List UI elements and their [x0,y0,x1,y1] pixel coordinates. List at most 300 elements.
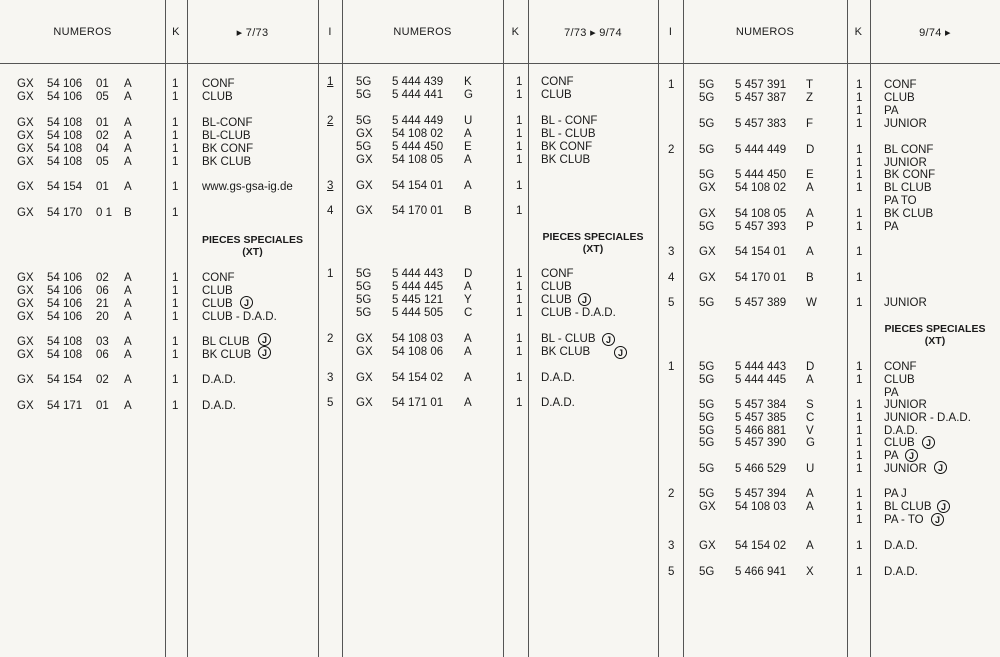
quantity-k: 1 [856,501,863,513]
description: JUNIOR [884,157,927,169]
column-divider [318,0,319,657]
part-letter: A [464,180,472,192]
description: BL CLUB [884,182,932,194]
j-marker-icon: J [922,436,935,449]
part-prefix: 5G [699,425,715,437]
part-number: 54 108 06 [392,346,444,358]
part-suffix: 0 1 [96,207,112,219]
column-header-k: K [854,26,863,38]
part-prefix: GX [17,78,34,90]
part-number: 54 171 01 [392,397,444,409]
index-i: 2 [668,144,675,156]
part-prefix: GX [17,207,34,219]
index-i: 1 [668,361,675,373]
description: CONF [884,79,917,91]
part-number: 54 108 [47,117,83,129]
description: D.A.D. [884,566,918,578]
part-suffix: 02 [96,272,109,284]
part-number: 54 170 01 [392,205,444,217]
j-marker-icon: J [934,461,947,474]
quantity-k: 1 [172,298,179,310]
quantity-k: 1 [516,141,523,153]
quantity-k: 1 [172,117,179,129]
quantity-k: 1 [516,89,523,101]
part-letter: A [124,336,132,348]
quantity-k: 1 [856,79,863,91]
quantity-k: 1 [172,143,179,155]
part-prefix: 5G [699,361,715,373]
quantity-k: 1 [856,450,863,462]
quantity-k: 1 [856,144,863,156]
quantity-k: 1 [172,156,179,168]
part-prefix: 5G [356,268,372,280]
section-title: PIECES SPECIALES [202,234,303,246]
part-letter: A [464,281,472,293]
description: BK CONF [202,143,254,155]
description: CONF [202,78,235,90]
part-prefix: 5G [356,76,372,88]
part-number: 54 170 [47,207,83,219]
index-i: 2 [327,115,334,127]
description: BL-CLUB [202,130,251,142]
description: BL - CONF [541,115,598,127]
quantity-k: 1 [856,118,863,130]
description: CLUB [202,285,233,297]
part-number: 54 106 [47,272,83,284]
part-letter: A [124,130,132,142]
quantity-k: 1 [856,399,863,411]
quantity-k: 1 [516,180,523,192]
description: CLUB [884,374,915,386]
section-title: PIECES SPECIALES [542,231,644,243]
part-number: 5 457 385 [735,412,787,424]
part-prefix: GX [356,397,373,409]
quantity-k: 1 [856,221,863,233]
part-letter: E [806,169,814,181]
part-suffix: 03 [96,336,109,348]
description: D.A.D. [541,397,575,409]
part-letter: A [124,400,132,412]
part-prefix: GX [699,208,716,220]
index-i: 1 [327,76,334,88]
description: JUNIOR [884,463,927,475]
quantity-k: 1 [856,412,863,424]
description: CLUB [541,89,572,101]
column-divider [165,0,166,657]
part-suffix: 05 [96,156,109,168]
description: CLUB [541,294,572,306]
j-marker-icon: J [258,346,271,359]
index-i: 4 [668,272,675,284]
description: PA TO [884,195,917,207]
quantity-k: 1 [516,372,523,384]
part-prefix: 5G [699,374,715,386]
part-prefix: GX [699,540,716,552]
part-letter: U [806,463,815,475]
section-subtitle: (XT) [924,335,946,347]
part-letter: A [806,208,814,220]
column-header-numeros: NUMEROS [53,26,112,38]
quantity-k: 1 [856,425,863,437]
part-suffix: 01 [96,181,109,193]
part-number: 54 106 [47,78,83,90]
part-number: 5 444 450 [735,169,787,181]
j-marker-icon: J [931,513,944,526]
column-header-period1: ▸ 7/73 [236,27,269,39]
part-number: 5 457 383 [735,118,787,130]
part-letter: A [124,285,132,297]
description: JUNIOR - D.A.D. [884,412,971,424]
part-prefix: GX [356,333,373,345]
part-letter: A [464,333,472,345]
description: D.A.D. [541,372,575,384]
part-prefix: GX [356,205,373,217]
part-letter: A [806,374,814,386]
part-suffix: 21 [96,298,109,310]
description: CONF [884,361,917,373]
part-letter: A [124,78,132,90]
part-prefix: GX [699,246,716,258]
description: CONF [541,268,574,280]
part-prefix: GX [356,180,373,192]
quantity-k: 1 [856,157,863,169]
part-letter: A [806,488,814,500]
part-prefix: GX [17,285,34,297]
description: BK CLUB [884,208,934,220]
description: PA J [884,488,907,500]
part-letter: A [464,154,472,166]
description: BL CLUB [202,336,250,348]
j-marker-icon: J [614,346,627,359]
part-letter: B [464,205,472,217]
section-title: PIECES SPECIALES [884,323,986,335]
part-suffix: 06 [96,285,109,297]
part-prefix: 5G [699,488,715,500]
part-number: 54 154 01 [392,180,444,192]
quantity-k: 1 [516,205,523,217]
quantity-k: 1 [516,128,523,140]
part-prefix: GX [17,374,34,386]
part-number: 54 108 [47,156,83,168]
part-letter: A [124,91,132,103]
column-header-numeros: NUMEROS [393,26,452,38]
quantity-k: 1 [172,130,179,142]
part-number: 5 457 394 [735,488,787,500]
quantity-k: 1 [856,488,863,500]
part-letter: D [806,144,815,156]
part-number: 5 444 449 [392,115,444,127]
part-prefix: GX [17,349,34,361]
part-number: 54 171 [47,400,83,412]
description: CLUB [202,91,233,103]
quantity-k: 1 [856,272,863,284]
part-number: 5 444 449 [735,144,787,156]
part-prefix: 5G [356,281,372,293]
quantity-k: 1 [516,294,523,306]
quantity-k: 1 [856,437,863,449]
part-number: 54 108 [47,336,83,348]
part-prefix: 5G [356,294,372,306]
part-letter: B [124,207,132,219]
j-marker-icon: J [240,296,253,309]
description: BK CLUB [202,156,252,168]
index-i: 3 [668,540,675,552]
quantity-k: 1 [172,207,179,219]
part-prefix: 5G [699,297,715,309]
part-prefix: GX [17,272,34,284]
part-letter: A [124,349,132,361]
index-i: 4 [327,205,334,217]
part-letter: A [124,272,132,284]
quantity-k: 1 [856,182,863,194]
part-suffix: 02 [96,130,109,142]
part-letter: X [806,566,814,578]
description: PA - TO [884,514,924,526]
part-number: 54 106 [47,298,83,310]
part-letter: B [806,272,814,284]
part-prefix: GX [17,156,34,168]
quantity-k: 1 [856,92,863,104]
column-header-i: I [668,26,673,38]
index-i: 1 [668,79,675,91]
j-marker-icon: J [937,500,950,513]
part-prefix: GX [699,182,716,194]
description: BK CLUB [202,349,252,361]
section-subtitle: (XT) [242,246,263,258]
column-divider [528,0,529,657]
part-number: 54 154 01 [735,246,787,258]
part-prefix: GX [17,336,34,348]
part-number: 5 457 391 [735,79,787,91]
part-prefix: 5G [699,566,715,578]
part-number: 5 444 439 [392,76,444,88]
part-prefix: GX [17,298,34,310]
part-number: 5 444 450 [392,141,444,153]
part-prefix: GX [356,346,373,358]
quantity-k: 1 [856,169,863,181]
quantity-k: 1 [172,285,179,297]
part-number: 54 108 03 [735,501,787,513]
column-divider [683,0,684,657]
part-letter: C [464,307,473,319]
part-letter: P [806,221,814,233]
part-number: 54 108 03 [392,333,444,345]
column-header-period3: 9/74 ▸ [919,27,951,39]
part-prefix: GX [356,372,373,384]
part-number: 5 444 445 [392,281,444,293]
part-prefix: GX [17,400,34,412]
part-suffix: 06 [96,349,109,361]
description: CLUB [541,281,572,293]
quantity-k: 1 [516,333,523,345]
description: CLUB - D.A.D. [202,311,277,323]
index-i: 1 [327,268,334,280]
part-prefix: 5G [699,169,715,181]
quantity-k: 1 [856,208,863,220]
part-letter: E [464,141,472,153]
description: D.A.D. [202,374,236,386]
quantity-k: 1 [856,540,863,552]
part-number: 5 457 393 [735,221,787,233]
description: BL CLUB [884,501,932,513]
column-header-numeros: NUMEROS [735,26,795,38]
part-prefix: 5G [356,89,372,101]
part-letter: A [806,540,814,552]
part-letter: A [124,117,132,129]
part-number: 5 444 443 [392,268,444,280]
part-letter: A [124,374,132,386]
quantity-k: 1 [516,76,523,88]
part-suffix: 04 [96,143,109,155]
part-number: 54 106 [47,311,83,323]
column-header-k: K [172,26,180,38]
column-divider [503,0,504,657]
part-prefix: 5G [699,463,715,475]
part-number: 5 444 445 [735,374,787,386]
description: BK CLUB [541,346,591,358]
j-marker-icon: J [578,293,591,306]
part-letter: G [464,89,473,101]
description: D.A.D. [202,400,236,412]
part-suffix: 20 [96,311,109,323]
part-letter: A [124,143,132,155]
quantity-k: 1 [172,78,179,90]
quantity-k: 1 [856,246,863,258]
part-letter: Z [806,92,814,104]
part-number: 54 106 [47,91,83,103]
part-prefix: 5G [356,307,372,319]
part-number: 54 154 [47,181,83,193]
part-letter: A [806,246,814,258]
part-prefix: GX [17,117,34,129]
part-prefix: GX [17,143,34,155]
column-divider [342,0,343,657]
description: PA [884,387,899,399]
part-number: 5 444 441 [392,89,444,101]
index-i: 3 [327,180,334,192]
description: www.gs-gsa-ig.de [202,181,293,193]
index-i: 3 [668,246,675,258]
part-number: 5 457 384 [735,399,787,411]
description: CLUB - D.A.D. [541,307,616,319]
quantity-k: 1 [172,91,179,103]
part-prefix: 5G [699,221,715,233]
description: BL - CLUB [541,333,596,345]
part-letter: Y [464,294,472,306]
description: BL-CONF [202,117,253,129]
part-prefix: 5G [699,437,715,449]
part-number: 54 108 [47,349,83,361]
description: CLUB [884,437,915,449]
part-letter: A [124,298,132,310]
part-letter: U [464,115,473,127]
part-letter: A [124,156,132,168]
part-number: 54 154 02 [392,372,444,384]
part-number: 54 108 02 [392,128,444,140]
quantity-k: 1 [856,361,863,373]
quantity-k: 1 [172,311,179,323]
part-letter: A [464,372,472,384]
description: BK CONF [884,169,936,181]
quantity-k: 1 [516,397,523,409]
part-prefix: GX [356,154,373,166]
part-letter: D [806,361,815,373]
part-letter: A [464,346,472,358]
part-suffix: 02 [96,374,109,386]
quantity-k: 1 [516,154,523,166]
part-number: 54 108 [47,130,83,142]
column-divider [187,0,188,657]
part-number: 5 466 529 [735,463,787,475]
part-number: 5 466 881 [735,425,787,437]
quantity-k: 1 [856,566,863,578]
part-number: 54 154 02 [735,540,787,552]
part-suffix: 01 [96,78,109,90]
part-letter: G [806,437,815,449]
part-number: 54 106 [47,285,83,297]
part-prefix: 5G [356,115,372,127]
column-divider [658,0,659,657]
part-number: 5 457 389 [735,297,787,309]
part-number: 54 108 02 [735,182,787,194]
quantity-k: 1 [172,181,179,193]
part-prefix: 5G [699,144,715,156]
description: PA [884,105,899,117]
part-letter: A [806,182,814,194]
description: CLUB [884,92,915,104]
part-number: 5 444 443 [735,361,787,373]
part-prefix: 5G [699,79,715,91]
part-number: 54 154 [47,374,83,386]
description: JUNIOR [884,118,927,130]
quantity-k: 1 [856,297,863,309]
part-letter: A [124,181,132,193]
description: PA [884,221,899,233]
description: CONF [202,272,235,284]
part-number: 54 108 05 [392,154,444,166]
description: PA [884,450,899,462]
index-i: 2 [668,488,675,500]
description: BK CONF [541,141,593,153]
part-letter: K [464,76,472,88]
header-divider [0,63,1000,64]
part-suffix: 01 [96,117,109,129]
description: BL - CLUB [541,128,596,140]
j-marker-icon: J [905,449,918,462]
description: JUNIOR [884,297,927,309]
part-letter: W [806,297,817,309]
part-letter: A [806,501,814,513]
part-prefix: GX [699,501,716,513]
description: D.A.D. [884,425,918,437]
part-prefix: GX [356,128,373,140]
part-prefix: 5G [699,399,715,411]
quantity-k: 1 [856,463,863,475]
part-suffix: 01 [96,400,109,412]
index-i: 3 [327,372,334,384]
part-prefix: GX [17,91,34,103]
quantity-k: 1 [516,346,523,358]
part-letter: V [806,425,814,437]
quantity-k: 1 [172,400,179,412]
index-i: 5 [327,397,334,409]
part-letter: T [806,79,814,91]
part-number: 5 457 387 [735,92,787,104]
part-prefix: 5G [699,412,715,424]
part-letter: S [806,399,814,411]
description: CONF [541,76,574,88]
part-prefix: GX [17,130,34,142]
